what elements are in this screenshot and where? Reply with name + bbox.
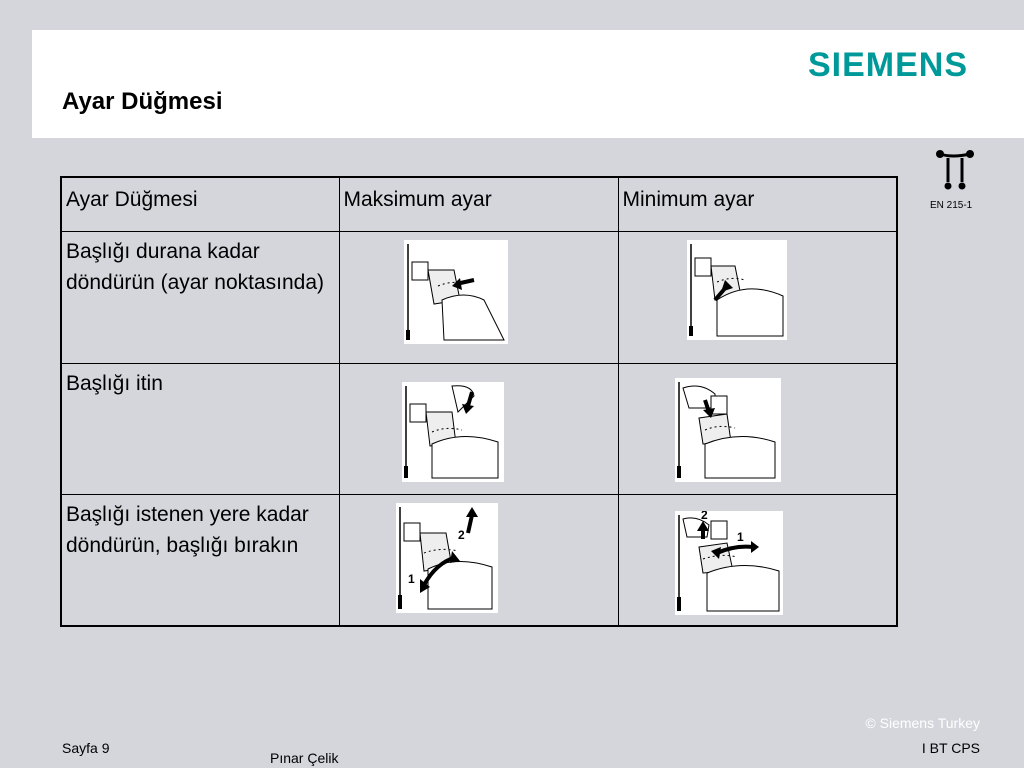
page-number: Sayfa 9 bbox=[62, 740, 110, 756]
table-header-row bbox=[61, 177, 897, 231]
slide-title: Ayar Düğmesi bbox=[62, 88, 223, 115]
header-cell: Maksimum ayar bbox=[339, 177, 618, 231]
en-standard-icon bbox=[932, 146, 978, 192]
settings-table bbox=[60, 176, 898, 627]
header-cell: Ayar Düğmesi bbox=[61, 177, 339, 231]
instruction-cell: Başlığı itin bbox=[61, 363, 339, 494]
step-number-2: 2 bbox=[457, 527, 465, 542]
min-setting-cell bbox=[618, 494, 897, 626]
step-number-1: 1 bbox=[736, 529, 744, 544]
max-setting-cell bbox=[339, 363, 618, 494]
push-min-illustration bbox=[675, 378, 781, 482]
header-cell: Minimum ayar bbox=[618, 177, 897, 231]
min-setting-cell bbox=[618, 231, 897, 363]
department-label: I BT CPS bbox=[921, 740, 980, 756]
author-name: Pınar Çelik bbox=[270, 750, 339, 766]
copyright-text: © Siemens Turkey bbox=[865, 715, 980, 731]
instruction-cell: Başlığı istenen yere kadar döndürün, başlığı bırakın bbox=[61, 494, 339, 626]
table-row bbox=[61, 494, 897, 626]
rotate-release-max-illustration bbox=[396, 503, 498, 613]
siemens-logo: SIEMENS bbox=[808, 46, 969, 84]
table-row bbox=[61, 363, 897, 494]
table-row bbox=[61, 231, 897, 363]
push-max-illustration bbox=[402, 382, 504, 482]
max-setting-cell bbox=[339, 231, 618, 363]
rotate-release-min-illustration bbox=[675, 511, 783, 615]
turn-to-min-illustration bbox=[687, 240, 787, 340]
instruction-cell: Başlığı durana kadar döndürün (ayar noktasında) bbox=[61, 231, 339, 363]
step-number-2: 2 bbox=[700, 510, 708, 522]
turn-to-max-illustration bbox=[404, 240, 508, 344]
max-setting-cell bbox=[339, 494, 618, 626]
min-setting-cell bbox=[618, 363, 897, 494]
en-standard-label: EN 215-1 bbox=[930, 200, 973, 211]
step-number-1: 1 bbox=[407, 571, 415, 586]
